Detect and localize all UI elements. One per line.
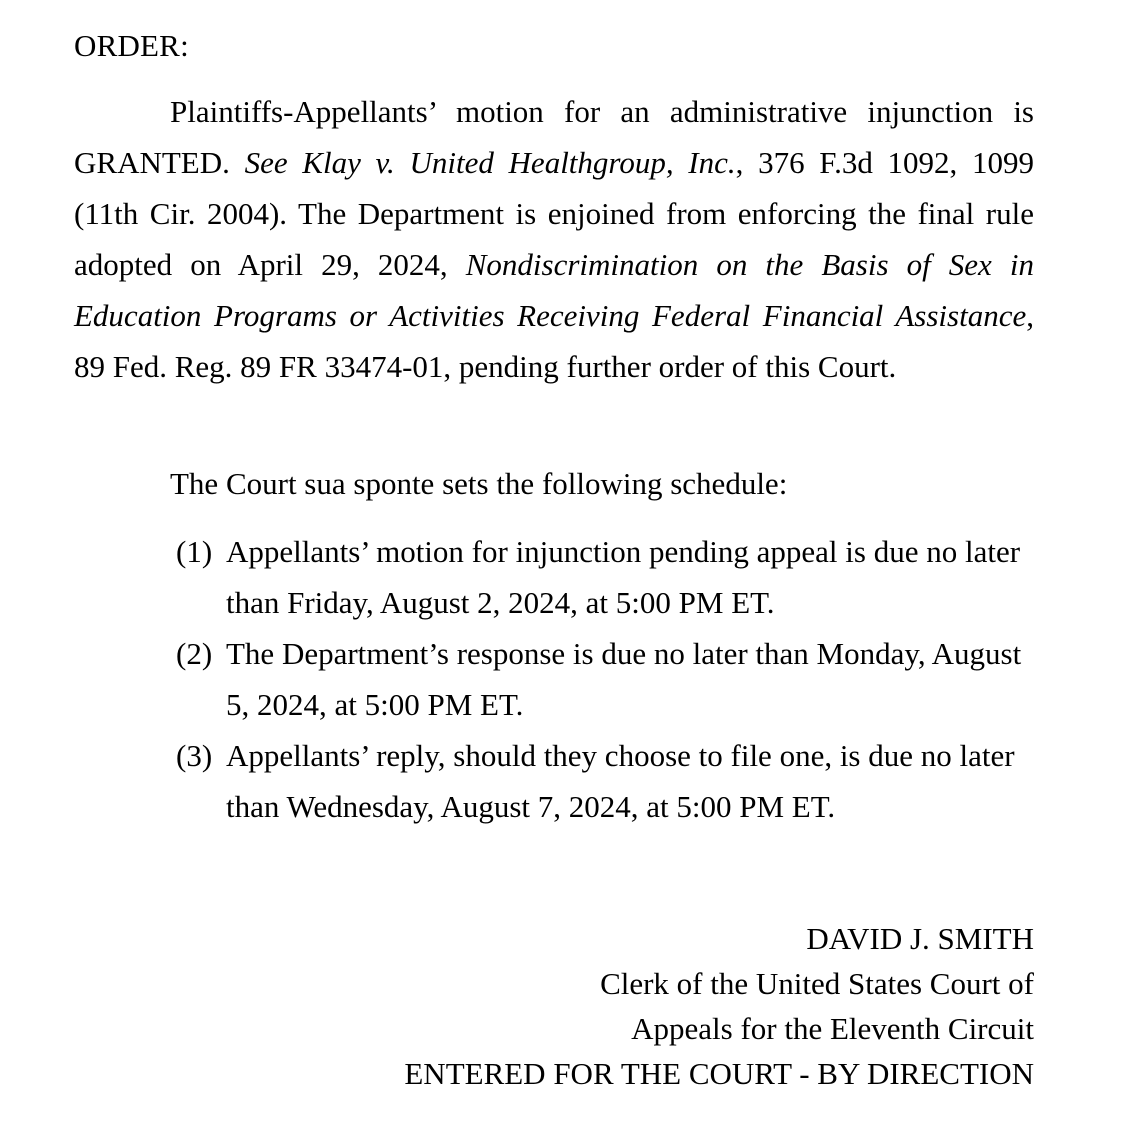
schedule-item-number: (1): [176, 534, 213, 569]
schedule-intro: The Court sua sponte sets the following schedule:: [170, 466, 788, 501]
schedule-item-number: (3): [176, 738, 213, 773]
schedule-item-number: (2): [176, 636, 213, 671]
schedule-item: [176, 526, 1036, 628]
entered-for-court: ENTERED FOR THE COURT - BY DIRECTION: [404, 1056, 1034, 1091]
clerk-title-line2: Appeals for the Eleventh Circuit: [631, 1011, 1034, 1046]
schedule-item-text: Appellants’ reply, should they choose to file one, is due no later than Wednesday, August 7, 2024, at 5:00 PM ET.: [226, 738, 1015, 824]
schedule-item-text: Appellants’ motion for injunction pending appeal is due no later than Friday, August 2, 2024, at 5:00 PM ET.: [226, 534, 1021, 620]
rule-title: Nondiscrimination on the Basis of Sex in Education Programs or Activities Receiving Federal Financial Assistance: [74, 247, 1034, 333]
signature-block: [404, 916, 1034, 1096]
clerk-title-line1: Clerk of the United States Court of: [600, 966, 1034, 1001]
schedule-item: [176, 730, 1036, 832]
paragraph-text-b: , 376 F.3d 1092, 1099 (11th Cir. 2004). The Department is enjoined from enforcing the final rule adopted on April 29, 2024,: [74, 145, 1034, 282]
schedule-item: [176, 628, 1036, 730]
order-heading: ORDER:: [74, 28, 189, 63]
paragraph-text-c: , 89 Fed. Reg. 89 FR 33474-01, pending further order of this Court.: [74, 298, 1034, 384]
case-citation: See Klay v. United Healthgroup, Inc.: [244, 145, 736, 180]
schedule-item-text: The Department’s response is due no later than Monday, August 5, 2024, at 5:00 PM ET.: [226, 636, 1022, 722]
order-paragraph-injunction: [74, 86, 1034, 392]
paragraph-text-a: Plaintiffs-Appellants’ motion for an administrative injunction is GRANTED.: [74, 94, 1034, 180]
schedule-list: [176, 526, 1036, 832]
clerk-name: DAVID J. SMITH: [806, 921, 1034, 956]
